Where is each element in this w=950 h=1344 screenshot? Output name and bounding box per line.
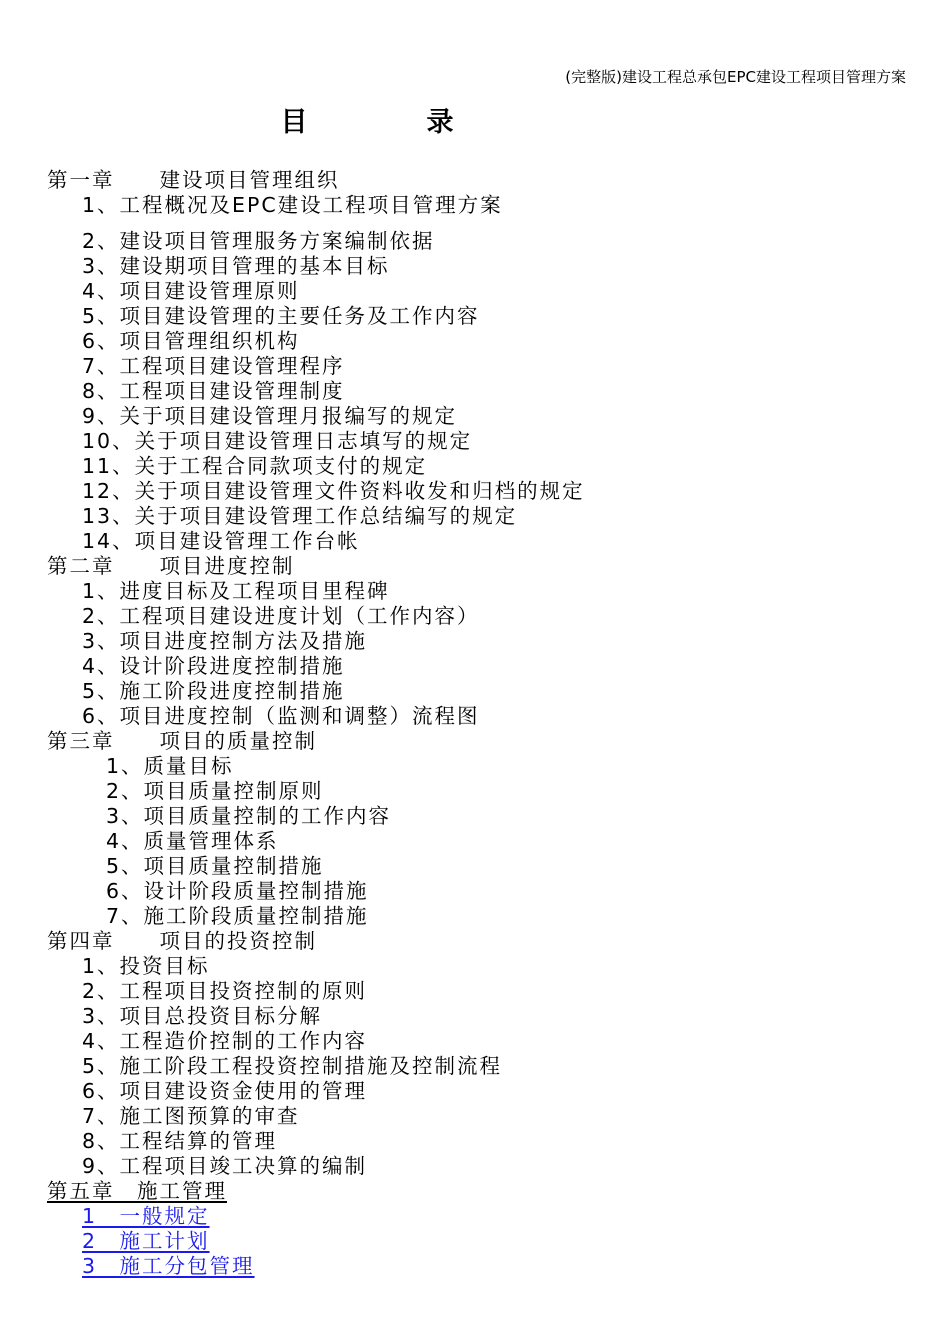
toc-item[interactable]: 14、项目建设管理工作台帐 — [82, 529, 360, 553]
toc-item[interactable]: 4、设计阶段进度控制措施 — [82, 654, 345, 678]
toc-item[interactable]: 5、施工阶段工程投资控制措施及控制流程 — [82, 1054, 503, 1078]
toc-item[interactable]: 1、工程概况及EPC建设工程项目管理方案 — [82, 193, 503, 217]
toc-item[interactable]: 6、设计阶段质量控制措施 — [106, 879, 369, 903]
toc-chapter-1[interactable]: 第一章 建设项目管理组织 — [47, 168, 340, 192]
toc-item[interactable]: 7、施工阶段质量控制措施 — [106, 904, 369, 928]
toc-chapter-4[interactable]: 第四章 项目的投资控制 — [47, 929, 317, 953]
toc-item[interactable]: 5、施工阶段进度控制措施 — [82, 679, 345, 703]
toc-link[interactable]: 1 一般规定 — [82, 1204, 210, 1228]
page-header: (完整版)建设工程总承包EPC建设工程项目管理方案 — [565, 68, 906, 86]
toc-item[interactable]: 4、工程造价控制的工作内容 — [82, 1029, 368, 1053]
toc-item[interactable]: 2、工程项目投资控制的原则 — [82, 979, 368, 1003]
toc-item[interactable]: 1、质量目标 — [106, 754, 234, 778]
toc-title: 目 录 — [280, 107, 500, 138]
toc-item[interactable]: 6、项目进度控制（监测和调整）流程图 — [82, 704, 480, 728]
toc-item[interactable]: 5、项目质量控制措施 — [106, 854, 324, 878]
toc-item[interactable]: 11、关于工程合同款项支付的规定 — [82, 454, 428, 478]
toc-item[interactable]: 9、关于项目建设管理月报编写的规定 — [82, 404, 458, 428]
toc-item[interactable]: 6、项目管理组织机构 — [82, 329, 300, 353]
toc-item[interactable]: 9、工程项目竣工决算的编制 — [82, 1154, 368, 1178]
toc-item[interactable]: 4、项目建设管理原则 — [82, 279, 300, 303]
toc-item[interactable]: 5、项目建设管理的主要任务及工作内容 — [82, 304, 480, 328]
toc-item[interactable]: 2、项目质量控制原则 — [106, 779, 324, 803]
toc-link[interactable]: 2 施工计划 — [82, 1229, 210, 1253]
toc-item[interactable]: 2、工程项目建设进度计划（工作内容） — [82, 604, 480, 628]
toc-link[interactable]: 3 施工分包管理 — [82, 1254, 255, 1278]
toc-chapter-5[interactable]: 第五章 施工管理 — [47, 1179, 227, 1203]
toc-item[interactable]: 7、工程项目建设管理程序 — [82, 354, 345, 378]
toc-item[interactable]: 8、工程项目建设管理制度 — [82, 379, 345, 403]
toc-item[interactable]: 3、项目质量控制的工作内容 — [106, 804, 392, 828]
toc-chapter-3[interactable]: 第三章 项目的质量控制 — [47, 729, 317, 753]
toc-item[interactable]: 1、投资目标 — [82, 954, 210, 978]
toc-item[interactable]: 8、工程结算的管理 — [82, 1129, 278, 1153]
toc-item[interactable]: 3、项目总投资目标分解 — [82, 1004, 323, 1028]
toc-item[interactable]: 4、质量管理体系 — [106, 829, 279, 853]
toc-item[interactable]: 1、进度目标及工程项目里程碑 — [82, 579, 390, 603]
toc-item[interactable]: 2、建设项目管理服务方案编制依据 — [82, 229, 435, 253]
toc-item[interactable]: 6、项目建设资金使用的管理 — [82, 1079, 368, 1103]
toc-chapter-2[interactable]: 第二章 项目进度控制 — [47, 554, 295, 578]
toc-item[interactable]: 7、施工图预算的审查 — [82, 1104, 300, 1128]
toc-item[interactable]: 10、关于项目建设管理日志填写的规定 — [82, 429, 473, 453]
toc-item[interactable]: 3、项目进度控制方法及措施 — [82, 629, 368, 653]
toc-item[interactable]: 3、建设期项目管理的基本目标 — [82, 254, 390, 278]
toc-item[interactable]: 12、关于项目建设管理文件资料收发和归档的规定 — [82, 479, 585, 503]
toc-item[interactable]: 13、关于项目建设管理工作总结编写的规定 — [82, 504, 518, 528]
